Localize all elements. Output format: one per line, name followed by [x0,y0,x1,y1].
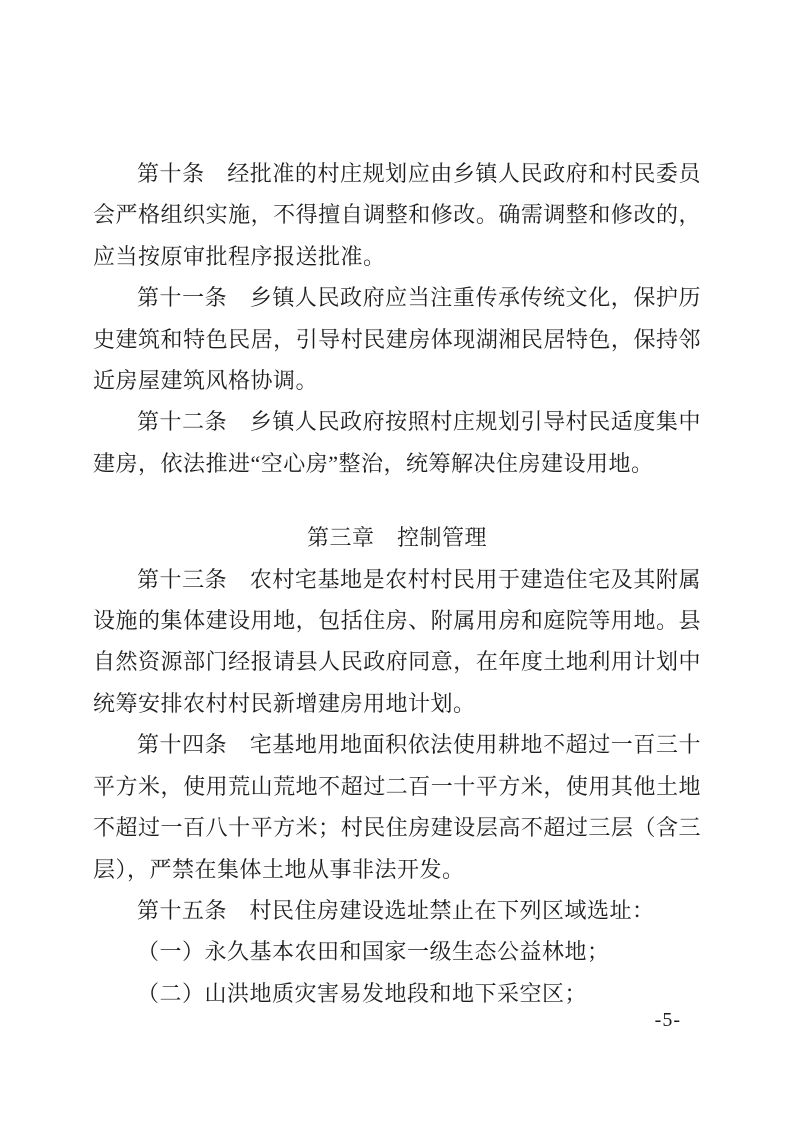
article-15-list-item-2: （二）山洪地质灾害易发地段和地下采空区； [137,980,588,1006]
article-14-paragraph: 第十四条 宅基地用地面积依法使用耕地不超过一百三十平方米，使用荒山荒地不超过二百一十平方米，使用其他土地不超过一百八十平方米；村民住房建设层高不超过三层（含三层），严禁在集体土地从事非法开发。 [93,732,701,882]
article-15-paragraph: 第十五条 村民住房建设选址禁止在下列区域选址： [137,897,655,923]
article-11-paragraph: 第十一条 乡镇人民政府应当注重传承传统文化，保护历史建筑和特色民居，引导村民建房体现湖湘民居特色，保持邻近房屋建筑风格协调。 [93,285,701,394]
document-body [93,153,701,1014]
article-12-paragraph: 第十二条 乡镇人民政府按照村庄规划引导村民适度集中建房，依法推进“空心房”整治，统筹解决住房建设用地。 [93,409,701,476]
page-number: -5- [654,1009,681,1031]
chapter-heading: 第三章 控制管理 [306,525,487,551]
article-13-paragraph: 第十三条 农村宅基地是农村村民用于建造住宅及其附属设施的集体建设用地，包括住房、附属用房和庭院等用地。县自然资源部门经报请县人民政府同意，在年度土地利用计划中统筹安排农村村民新增建房用地计划。 [93,566,701,716]
article-10-paragraph: 第十条 经批准的村庄规划应由乡镇人民政府和村民委员会严格组织实施，不得擅自调整和修改。确需调整和修改的，应当按原审批程序报送批准。 [93,161,701,269]
article-15-list-item-1: （一）永久基本农田和国家一级生态公益林地； [137,939,610,965]
